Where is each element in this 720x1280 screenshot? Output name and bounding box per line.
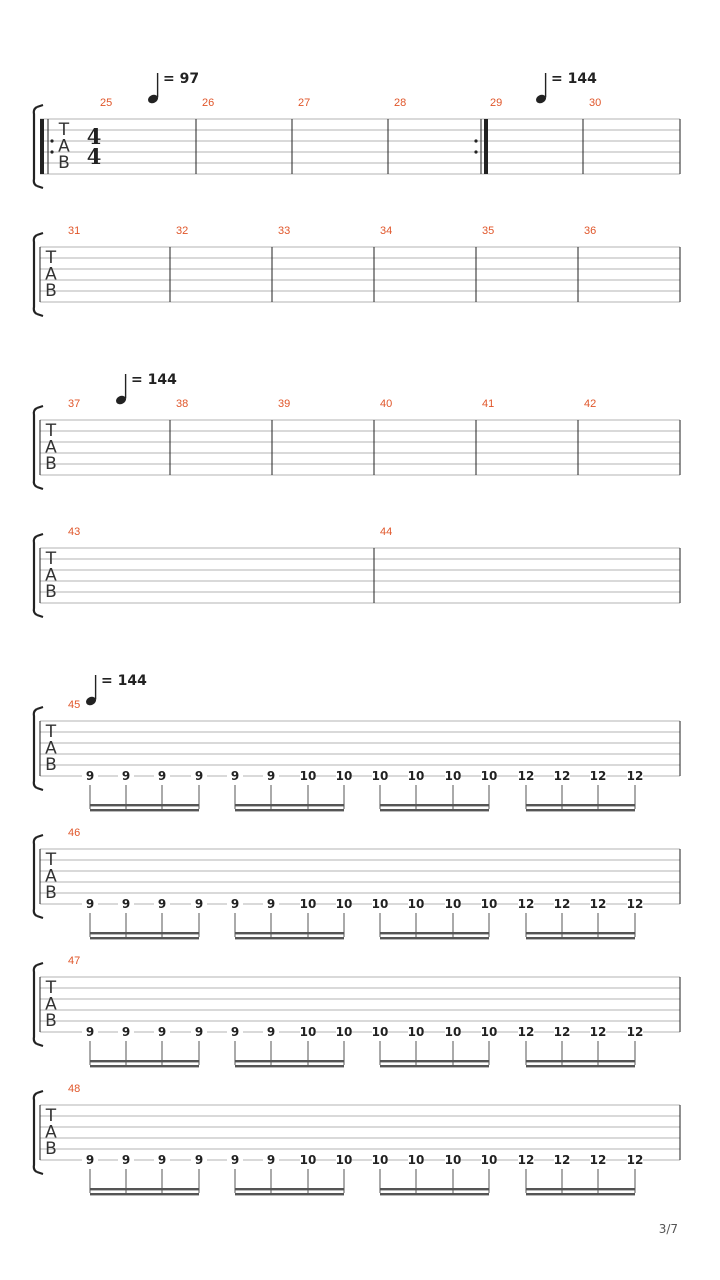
beam	[90, 1193, 199, 1195]
fret-number: 9	[266, 1153, 276, 1167]
fret-number: 10	[444, 1153, 462, 1167]
tab-clef-letter: A	[45, 738, 57, 759]
fret-number: 9	[266, 769, 276, 783]
tempo-marking: = 144	[131, 372, 177, 388]
beam	[90, 1060, 199, 1062]
fret-number: 9	[266, 1025, 276, 1039]
system-bracket	[34, 408, 37, 487]
tab-system	[34, 955, 680, 1067]
beam	[235, 937, 344, 939]
measure-number: 38	[176, 398, 189, 410]
beam	[380, 1193, 489, 1195]
system-bracket	[34, 107, 37, 186]
beam	[235, 1188, 344, 1190]
tab-clef-letter: T	[45, 421, 57, 441]
fret-number: 12	[589, 1025, 607, 1039]
tab-clef-letter: T	[45, 549, 57, 569]
bracket-top-hook	[37, 835, 43, 837]
beam	[380, 1060, 489, 1062]
fret-number: 9	[85, 1025, 95, 1039]
beam	[526, 1065, 635, 1067]
fret-number: 10	[480, 769, 498, 783]
tempo-marking: = 144	[101, 673, 147, 689]
beam	[526, 804, 635, 806]
bracket-bottom-hook	[37, 314, 43, 316]
system-bracket	[34, 1093, 37, 1172]
repeat-dot	[50, 150, 53, 153]
measure-number: 32	[176, 225, 189, 237]
beam	[526, 809, 635, 811]
fret-number: 10	[371, 769, 389, 783]
beam	[526, 937, 635, 939]
tab-clef-letter: B	[45, 883, 57, 903]
fret-number: 9	[121, 897, 131, 911]
fret-number: 9	[157, 1153, 167, 1167]
time-signature-denominator: 4	[86, 144, 102, 169]
repeat-end-dot	[474, 150, 477, 153]
fret-number: 12	[589, 897, 607, 911]
fret-number: 12	[626, 1025, 644, 1039]
fret-number: 9	[266, 897, 276, 911]
fret-number: 10	[371, 897, 389, 911]
fret-number: 12	[517, 769, 535, 783]
fret-number: 10	[407, 1153, 425, 1167]
tab-system	[34, 225, 680, 316]
fret-number: 9	[85, 897, 95, 911]
fret-number: 9	[85, 1153, 95, 1167]
fret-number: 9	[194, 1025, 204, 1039]
fret-number: 12	[517, 1025, 535, 1039]
tempo-quarter-note-icon	[115, 374, 128, 406]
fret-number: 12	[589, 1153, 607, 1167]
tab-clef-letter: B	[45, 1139, 57, 1159]
fret-number: 9	[157, 1025, 167, 1039]
fret-number: 9	[121, 1025, 131, 1039]
beam	[90, 932, 199, 934]
fret-number: 9	[194, 1153, 204, 1167]
fret-number: 10	[335, 769, 353, 783]
measure-number: 28	[394, 97, 407, 109]
measure-number: 34	[380, 225, 393, 237]
bracket-bottom-hook	[37, 1172, 43, 1174]
tempo-marking: = 144	[551, 71, 597, 87]
tab-clef-letter: T	[58, 120, 70, 140]
fret-number: 9	[157, 897, 167, 911]
bracket-bottom-hook	[37, 487, 43, 489]
fret-number: 10	[444, 897, 462, 911]
bracket-bottom-hook	[37, 916, 43, 918]
measure-number: 46	[68, 827, 81, 839]
fret-number: 9	[194, 769, 204, 783]
fret-number: 12	[626, 897, 644, 911]
bracket-top-hook	[37, 707, 43, 709]
bracket-bottom-hook	[37, 615, 43, 617]
beam	[235, 809, 344, 811]
tab-clef-letter: A	[58, 136, 70, 157]
tab-clef-letter: B	[45, 281, 57, 301]
tab-clef-letter: A	[45, 264, 57, 285]
fret-number: 9	[230, 769, 240, 783]
system-bracket	[34, 965, 37, 1044]
fret-number: 10	[299, 769, 317, 783]
system-bracket	[34, 235, 37, 314]
beam	[90, 1188, 199, 1190]
tab-clef-letter: T	[45, 850, 57, 870]
fret-number: 9	[194, 897, 204, 911]
tab-clef-letter: B	[45, 454, 57, 474]
beam	[380, 937, 489, 939]
tab-clef-letter: A	[45, 437, 57, 458]
beam	[380, 932, 489, 934]
tempo-quarter-note-icon	[85, 675, 98, 707]
tab-clef-letter: B	[45, 1011, 57, 1031]
bracket-bottom-hook	[37, 186, 43, 188]
tab-clef-letter: A	[45, 565, 57, 586]
fret-number: 12	[589, 769, 607, 783]
fret-number: 10	[444, 769, 462, 783]
tempo-quarter-note-icon	[535, 73, 548, 105]
measure-number: 26	[202, 97, 215, 109]
measure-number: 33	[278, 225, 291, 237]
beam	[235, 932, 344, 934]
tempo-marking: = 97	[163, 71, 200, 87]
beam	[526, 1060, 635, 1062]
bracket-top-hook	[37, 1091, 43, 1093]
measure-number: 45	[68, 699, 81, 711]
bracket-bottom-hook	[37, 1044, 43, 1046]
beam	[526, 1193, 635, 1195]
measure-number: 43	[68, 526, 81, 538]
tab-system	[34, 827, 680, 939]
tab-system	[34, 526, 680, 617]
system-bracket	[34, 709, 37, 788]
fret-number: 9	[121, 769, 131, 783]
fret-number: 10	[335, 897, 353, 911]
measure-number: 39	[278, 398, 291, 410]
beam	[526, 1188, 635, 1190]
tab-clef-letter: T	[45, 722, 57, 742]
fret-number: 10	[407, 1025, 425, 1039]
measure-number: 31	[68, 225, 81, 237]
beam	[380, 1065, 489, 1067]
fret-number: 12	[626, 769, 644, 783]
fret-number: 12	[553, 1153, 571, 1167]
tab-clef-letter: B	[45, 755, 57, 775]
bracket-top-hook	[37, 406, 43, 408]
measure-number: 36	[584, 225, 597, 237]
tempo-quarter-note-icon	[147, 73, 160, 105]
fret-number: 10	[335, 1153, 353, 1167]
page-number: 3/7	[658, 1222, 678, 1236]
measure-number: 30	[589, 97, 602, 109]
fret-number: 10	[371, 1153, 389, 1167]
beam	[235, 1060, 344, 1062]
fret-number: 10	[299, 1153, 317, 1167]
measure-number: 44	[380, 526, 393, 538]
fret-number: 10	[407, 769, 425, 783]
bracket-top-hook	[37, 534, 43, 536]
tab-system	[34, 1083, 680, 1195]
beam	[380, 1188, 489, 1190]
tab-clef-letter: T	[45, 1106, 57, 1126]
fret-number: 10	[299, 897, 317, 911]
tab-system	[34, 398, 680, 489]
beam	[235, 1193, 344, 1195]
fret-number: 12	[553, 1025, 571, 1039]
fret-number: 12	[626, 1153, 644, 1167]
tab-clef-letter: T	[45, 248, 57, 268]
fret-number: 10	[480, 1025, 498, 1039]
measure-number: 25	[100, 97, 113, 109]
fret-number: 9	[230, 1153, 240, 1167]
measure-number: 47	[68, 955, 81, 967]
beam	[90, 1065, 199, 1067]
beam	[380, 809, 489, 811]
measure-number: 29	[490, 97, 503, 109]
beam	[235, 1065, 344, 1067]
beam	[526, 932, 635, 934]
tab-system	[34, 97, 680, 188]
fret-number: 10	[299, 1025, 317, 1039]
measure-number: 41	[482, 398, 495, 410]
time-signature-numerator: 4	[86, 124, 102, 149]
measure-number: 27	[298, 97, 311, 109]
fret-number: 9	[121, 1153, 131, 1167]
tab-clef-letter: B	[58, 153, 70, 173]
fret-number: 10	[444, 1025, 462, 1039]
fret-number: 9	[157, 769, 167, 783]
tab-clef-letter: A	[45, 994, 57, 1015]
beam	[90, 937, 199, 939]
beam	[90, 804, 199, 806]
tab-system	[34, 699, 680, 811]
fret-number: 10	[335, 1025, 353, 1039]
repeat-end-dot	[474, 139, 477, 142]
beam	[380, 804, 489, 806]
fret-number: 12	[517, 897, 535, 911]
bracket-top-hook	[37, 233, 43, 235]
bracket-bottom-hook	[37, 788, 43, 790]
measure-number: 35	[482, 225, 495, 237]
fret-number: 9	[85, 769, 95, 783]
fret-number: 12	[517, 1153, 535, 1167]
fret-number: 9	[230, 897, 240, 911]
repeat-start-thick-bar	[40, 119, 44, 174]
measure-number: 40	[380, 398, 393, 410]
measure-number: 48	[68, 1083, 81, 1095]
fret-number: 10	[480, 1153, 498, 1167]
repeat-dot	[50, 139, 53, 142]
system-bracket	[34, 837, 37, 916]
fret-number: 10	[371, 1025, 389, 1039]
tab-clef-letter: A	[45, 866, 57, 887]
measure-number: 42	[584, 398, 597, 410]
bracket-top-hook	[37, 105, 43, 107]
bracket-top-hook	[37, 963, 43, 965]
fret-number: 10	[407, 897, 425, 911]
repeat-end-thick-bar	[484, 119, 488, 174]
tab-clef-letter: A	[45, 1122, 57, 1143]
tab-clef-letter: T	[45, 978, 57, 998]
system-bracket	[34, 536, 37, 615]
fret-number: 12	[553, 897, 571, 911]
fret-number: 9	[230, 1025, 240, 1039]
fret-number: 12	[553, 769, 571, 783]
beam	[235, 804, 344, 806]
beam	[90, 809, 199, 811]
measure-number: 37	[68, 398, 81, 410]
tab-clef-letter: B	[45, 582, 57, 602]
fret-number: 10	[480, 897, 498, 911]
